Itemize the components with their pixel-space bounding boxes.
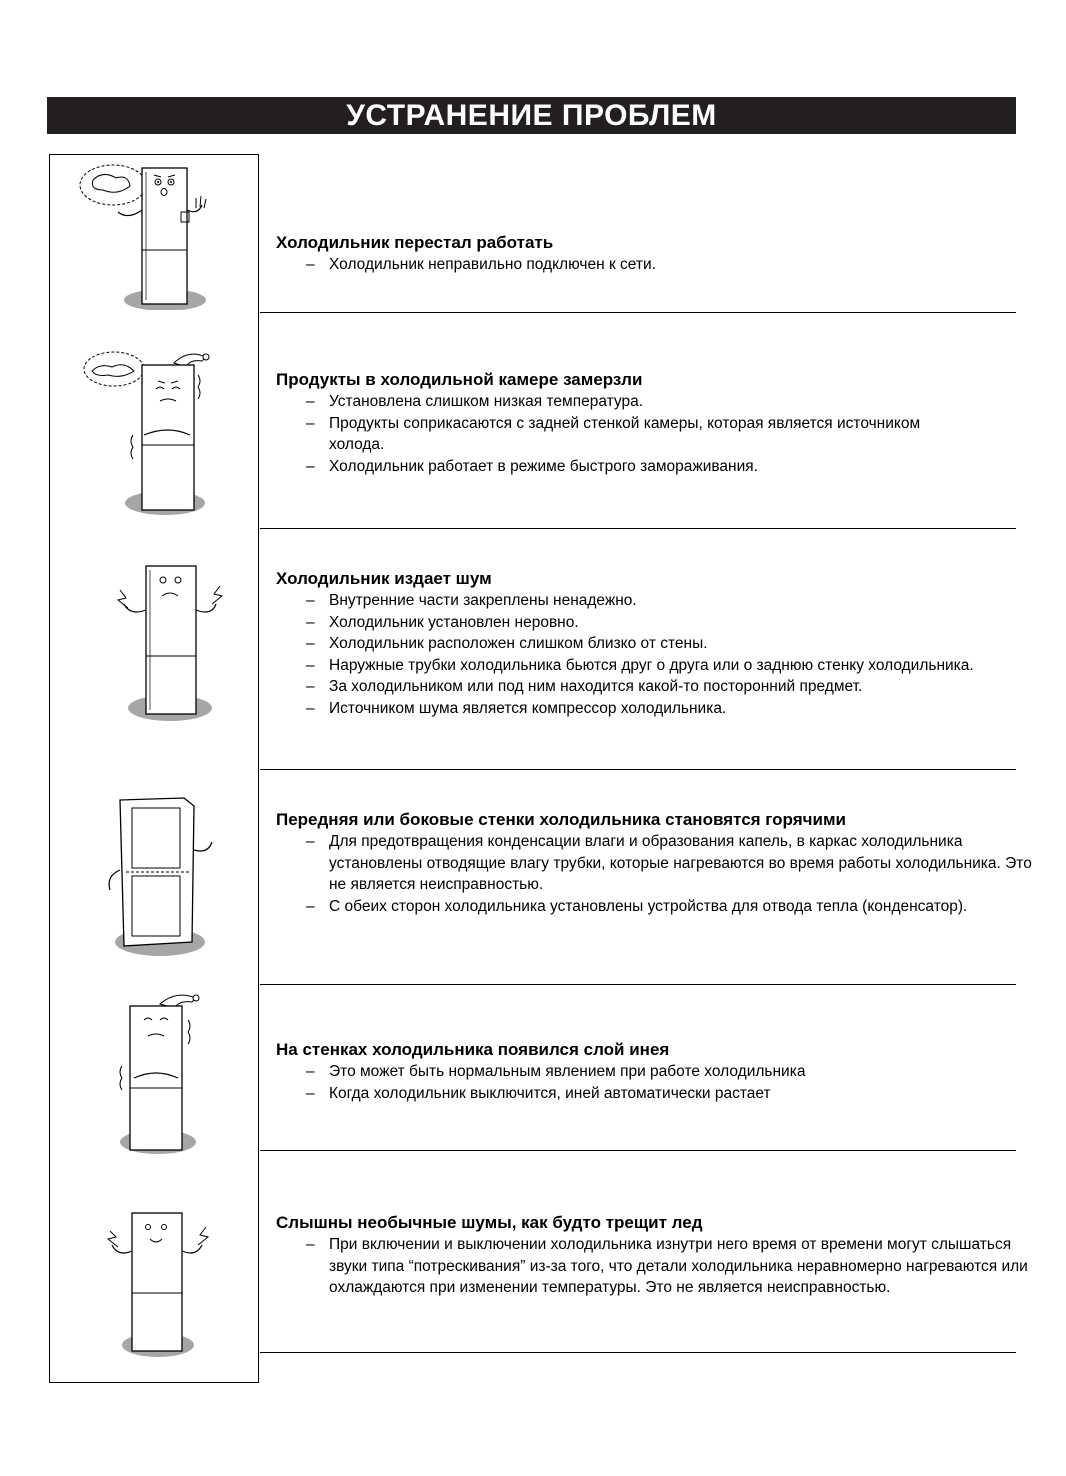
divider bbox=[260, 312, 1016, 313]
list-item: – За холодильником или под ним находится какой-то посторонний предмет. bbox=[306, 678, 863, 695]
list-item: – Установлена слишком низкая температура. bbox=[306, 393, 644, 410]
list-item: – Холодильник установлен неровно. bbox=[306, 613, 579, 631]
list-item: – Внутренние части закреплены ненадежно. bbox=[306, 592, 637, 609]
problem-section-cracking bbox=[276, 1212, 1028, 1299]
list-item: – Это может быть нормальным явлением при работе холодильника bbox=[306, 1063, 806, 1080]
list-item: – Наружные трубки холодильника бьются друг о друга или о заднюю стенку холодильника. bbox=[306, 656, 974, 674]
divider bbox=[260, 528, 1016, 529]
divider bbox=[260, 769, 1016, 770]
fridge-open-hot-icon bbox=[100, 792, 230, 962]
divider bbox=[260, 1352, 1016, 1353]
list-item: – При включении и выключении холодильника изнутри него время от времени могут слышаться звуки типа “потрескивания” из-за того, что детали холодильника неравномерно нагреваются или охлаждаются при изменении температуры. Это не является неисправностью. bbox=[306, 1236, 1028, 1296]
divider bbox=[260, 1150, 1016, 1151]
problem-section-not-working bbox=[276, 232, 1006, 276]
section-heading: Холодильник перестал работать bbox=[276, 233, 554, 252]
section-heading: На стенках холодильника появился слой инея bbox=[276, 1040, 670, 1059]
section-heading: Холодильник издает шум bbox=[276, 569, 492, 588]
section-heading: Продукты в холодильной камере замерзли bbox=[276, 370, 643, 389]
fridge-noisy-icon bbox=[100, 560, 230, 728]
illustration-column bbox=[49, 154, 259, 1383]
list-item: – Источником шума является компрессор холодильника. bbox=[306, 699, 727, 717]
fridge-cold-nightcap-icon bbox=[78, 345, 218, 523]
fridge-frost-nightcap-icon bbox=[100, 992, 230, 1164]
list-item: – Когда холодильник выключится, иней автоматически растает bbox=[306, 1084, 771, 1102]
section-heading: Слышны необычные шумы, как будто трещит лед bbox=[276, 1213, 703, 1232]
list-item: – Для предотвращения конденсации влаги и образования капель, в каркас холодильника установлены отводящие влагу трубки, которые нагреваются во время работы холодильника. Это не является неисправностью. bbox=[306, 833, 1032, 893]
fridge-cracking-sound-icon bbox=[100, 1205, 220, 1363]
list-item: – Холодильник работает в режиме быстрого замораживания. bbox=[306, 457, 758, 475]
list-item: – Холодильник расположен слишком близко от стены. bbox=[306, 635, 708, 652]
problem-section-food-frozen bbox=[276, 369, 1006, 477]
problem-section-frost bbox=[276, 1039, 1006, 1104]
problem-section-noise bbox=[276, 568, 1006, 719]
list-item: – Холодильник неправильно подключен к сети. bbox=[306, 256, 656, 273]
problem-section-hot-walls bbox=[276, 809, 1032, 917]
list-item: – С обеих сторон холодильника установлены устройства для отвода тепла (конденсатор). bbox=[306, 897, 968, 915]
section-heading: Передняя или боковые стенки холодильника становятся горячими bbox=[276, 810, 846, 829]
fridge-worried-unplugged-icon bbox=[78, 160, 218, 310]
page-title: УСТРАНЕНИЕ ПРОБЛЕМ bbox=[47, 97, 1016, 134]
list-item: – Продукты соприкасаются с задней стенкой камеры, которая является источником холода. bbox=[306, 414, 921, 453]
divider bbox=[260, 984, 1016, 985]
